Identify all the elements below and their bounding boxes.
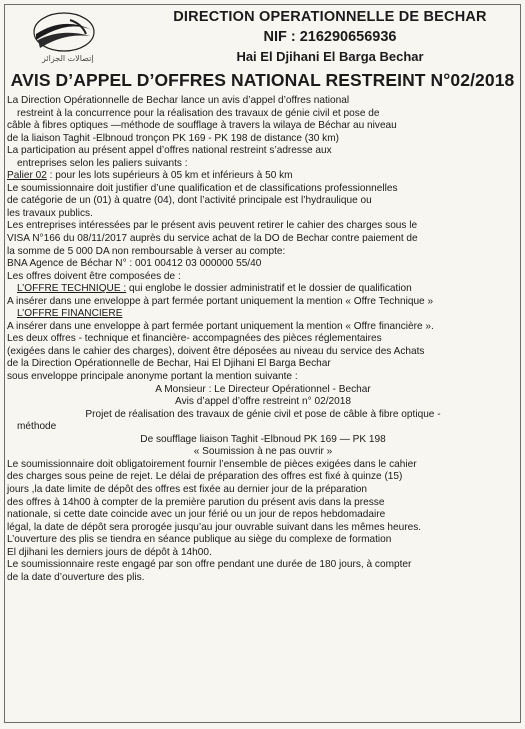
notice-body xyxy=(7,95,519,584)
text-line: de la date d’ouverture des plis. xyxy=(7,571,145,583)
text-line: Le soumissionnaire reste engagé par son offre pendant une durée de 180 jours, à compter xyxy=(7,559,412,571)
header-nif: NIF : 216290656936 xyxy=(263,29,397,45)
text-line: El djihani les derniers jours de dépôt à 14h00. xyxy=(7,546,212,558)
text-line: Le soumissionnaire doit justifier d’une qualification et de classifications professionnelles xyxy=(7,182,398,194)
address-line: méthode xyxy=(17,421,57,433)
text-line: légal, la date de dépôt sera prorogée jusqu’au jour ouvrable suivant dans les mêmes heures. xyxy=(7,521,422,533)
text-line: de la Direction Opérationnelle de Bechar, Hai El Djihani El Barga Bechar xyxy=(7,358,331,370)
address-line: De soufflage liaison Taghit -Elbnoud PK 169 — PK 198 xyxy=(140,433,386,445)
bank-account: BNA Agence de Béchar N° : 001 00412 03 000000 55/40 xyxy=(7,258,262,270)
text-line: des offres à 14h00 à compter de la première parution du présent avis dans la presse xyxy=(7,496,385,508)
text-line: (exigées dans le cahier des charges), doivent être déposées au niveau du service des Achats xyxy=(7,345,425,357)
offre-technique-text: qui englobe le dossier administratif et le dossier de qualification xyxy=(126,283,412,295)
text-line: les travaux publics. xyxy=(7,207,93,219)
text-line: nationale, si cette date coincide avec un jour férié ou un jour de repos hebdomadaire xyxy=(7,509,386,521)
text-line: des charges sous peine de rejet. Le délai de préparation des offres est fixé à quinze (15) xyxy=(7,471,403,483)
palier-text: : pour les lots supérieurs à 05 km et inférieurs à 50 km xyxy=(46,170,293,182)
text-line: Les entreprises intéressées par le présent avis peuvent retirer le cahier des charges sous le xyxy=(7,220,418,232)
text-line: VISA N°166 du 08/11/2017 auprès du service achat de la DO de Bechar contre paiement de xyxy=(7,233,418,245)
text-line: entreprises selon les paliers suivants : xyxy=(17,157,188,169)
text-line: La Direction Opérationnelle de Bechar lance un avis d’appel d’offres national xyxy=(7,95,350,106)
header-address: Hai El Djihani El Barga Bechar xyxy=(236,49,424,64)
offre-financiere-label: L’OFFRE FINANCIERE xyxy=(17,308,123,320)
notice-title: AVIS D’APPEL D’OFFRES NATIONAL RESTREINT N°02/2018 xyxy=(10,70,515,90)
text-line: Le soumissionnaire doit obligatoirement fournir l’ensemble de pièces exigées dans le cahier xyxy=(7,458,417,470)
text-line: câble à fibres optiques —méthode de soufflage à travers la wilaya de Béchar au niveau xyxy=(7,120,397,132)
text-line: A insérer dans une enveloppe à part fermée portant uniquement la mention « Offre Technique » xyxy=(7,295,434,307)
palier-line xyxy=(7,170,519,183)
company-logo xyxy=(12,10,124,68)
logo-text: إتصالات الجزائر xyxy=(42,54,94,63)
address-line: Projet de réalisation des travaux de génie civil et pose de câble à fibre optique - xyxy=(85,408,441,420)
text-line: A insérer dans une enveloppe à part fermée portant uniquement la mention « Offre financière ». xyxy=(7,320,434,332)
text-line: sous enveloppe principale anonyme portant la mention suivante : xyxy=(7,371,298,383)
offre-technique-label: L’OFFRE TECHNIQUE : xyxy=(17,283,127,295)
palier-label: Palier 02 xyxy=(7,170,47,182)
address-line: Avis d’appel d’offre restreint n° 02/2018 xyxy=(175,396,351,408)
text-line: de catégorie de un (01) à quatre (04), dont l’activité principale est l’hydraulique ou xyxy=(7,195,372,207)
text-line: la somme de 5 000 DA non remboursable à verser au compte: xyxy=(7,245,286,257)
header-direction: DIRECTION OPERATIONNELLE DE BECHAR xyxy=(173,9,487,25)
address-line: « Soumission à ne pas ouvrir » xyxy=(193,446,333,458)
offre-technique-line xyxy=(7,283,519,296)
text-line: jours ,la date limite de dépôt des offres est fixée au dernier jour de la préparation xyxy=(7,483,368,495)
text-line: restreint à la concurrence pour la réalisation des travaux de génie civil et pose de xyxy=(17,107,380,119)
address-line: A Monsieur : Le Directeur Opérationnel - Bechar xyxy=(155,383,371,395)
text-line: de la liaison Taghit -Elbnoud tronçon PK 169 - PK 198 de distance (30 km) xyxy=(7,132,339,144)
offre-financiere-line xyxy=(7,308,519,321)
text-line: La participation au présent appel d’offres national restreint s’adresse aux xyxy=(7,145,332,157)
text-line: Les offres doivent être composées de : xyxy=(7,270,181,282)
text-line: L’ouverture des plis se tiendra en séance publique au siège du complexe de formation xyxy=(7,534,392,546)
text-line: Les deux offres - technique et financière- accompagnées des pièces réglementaires xyxy=(7,333,382,345)
